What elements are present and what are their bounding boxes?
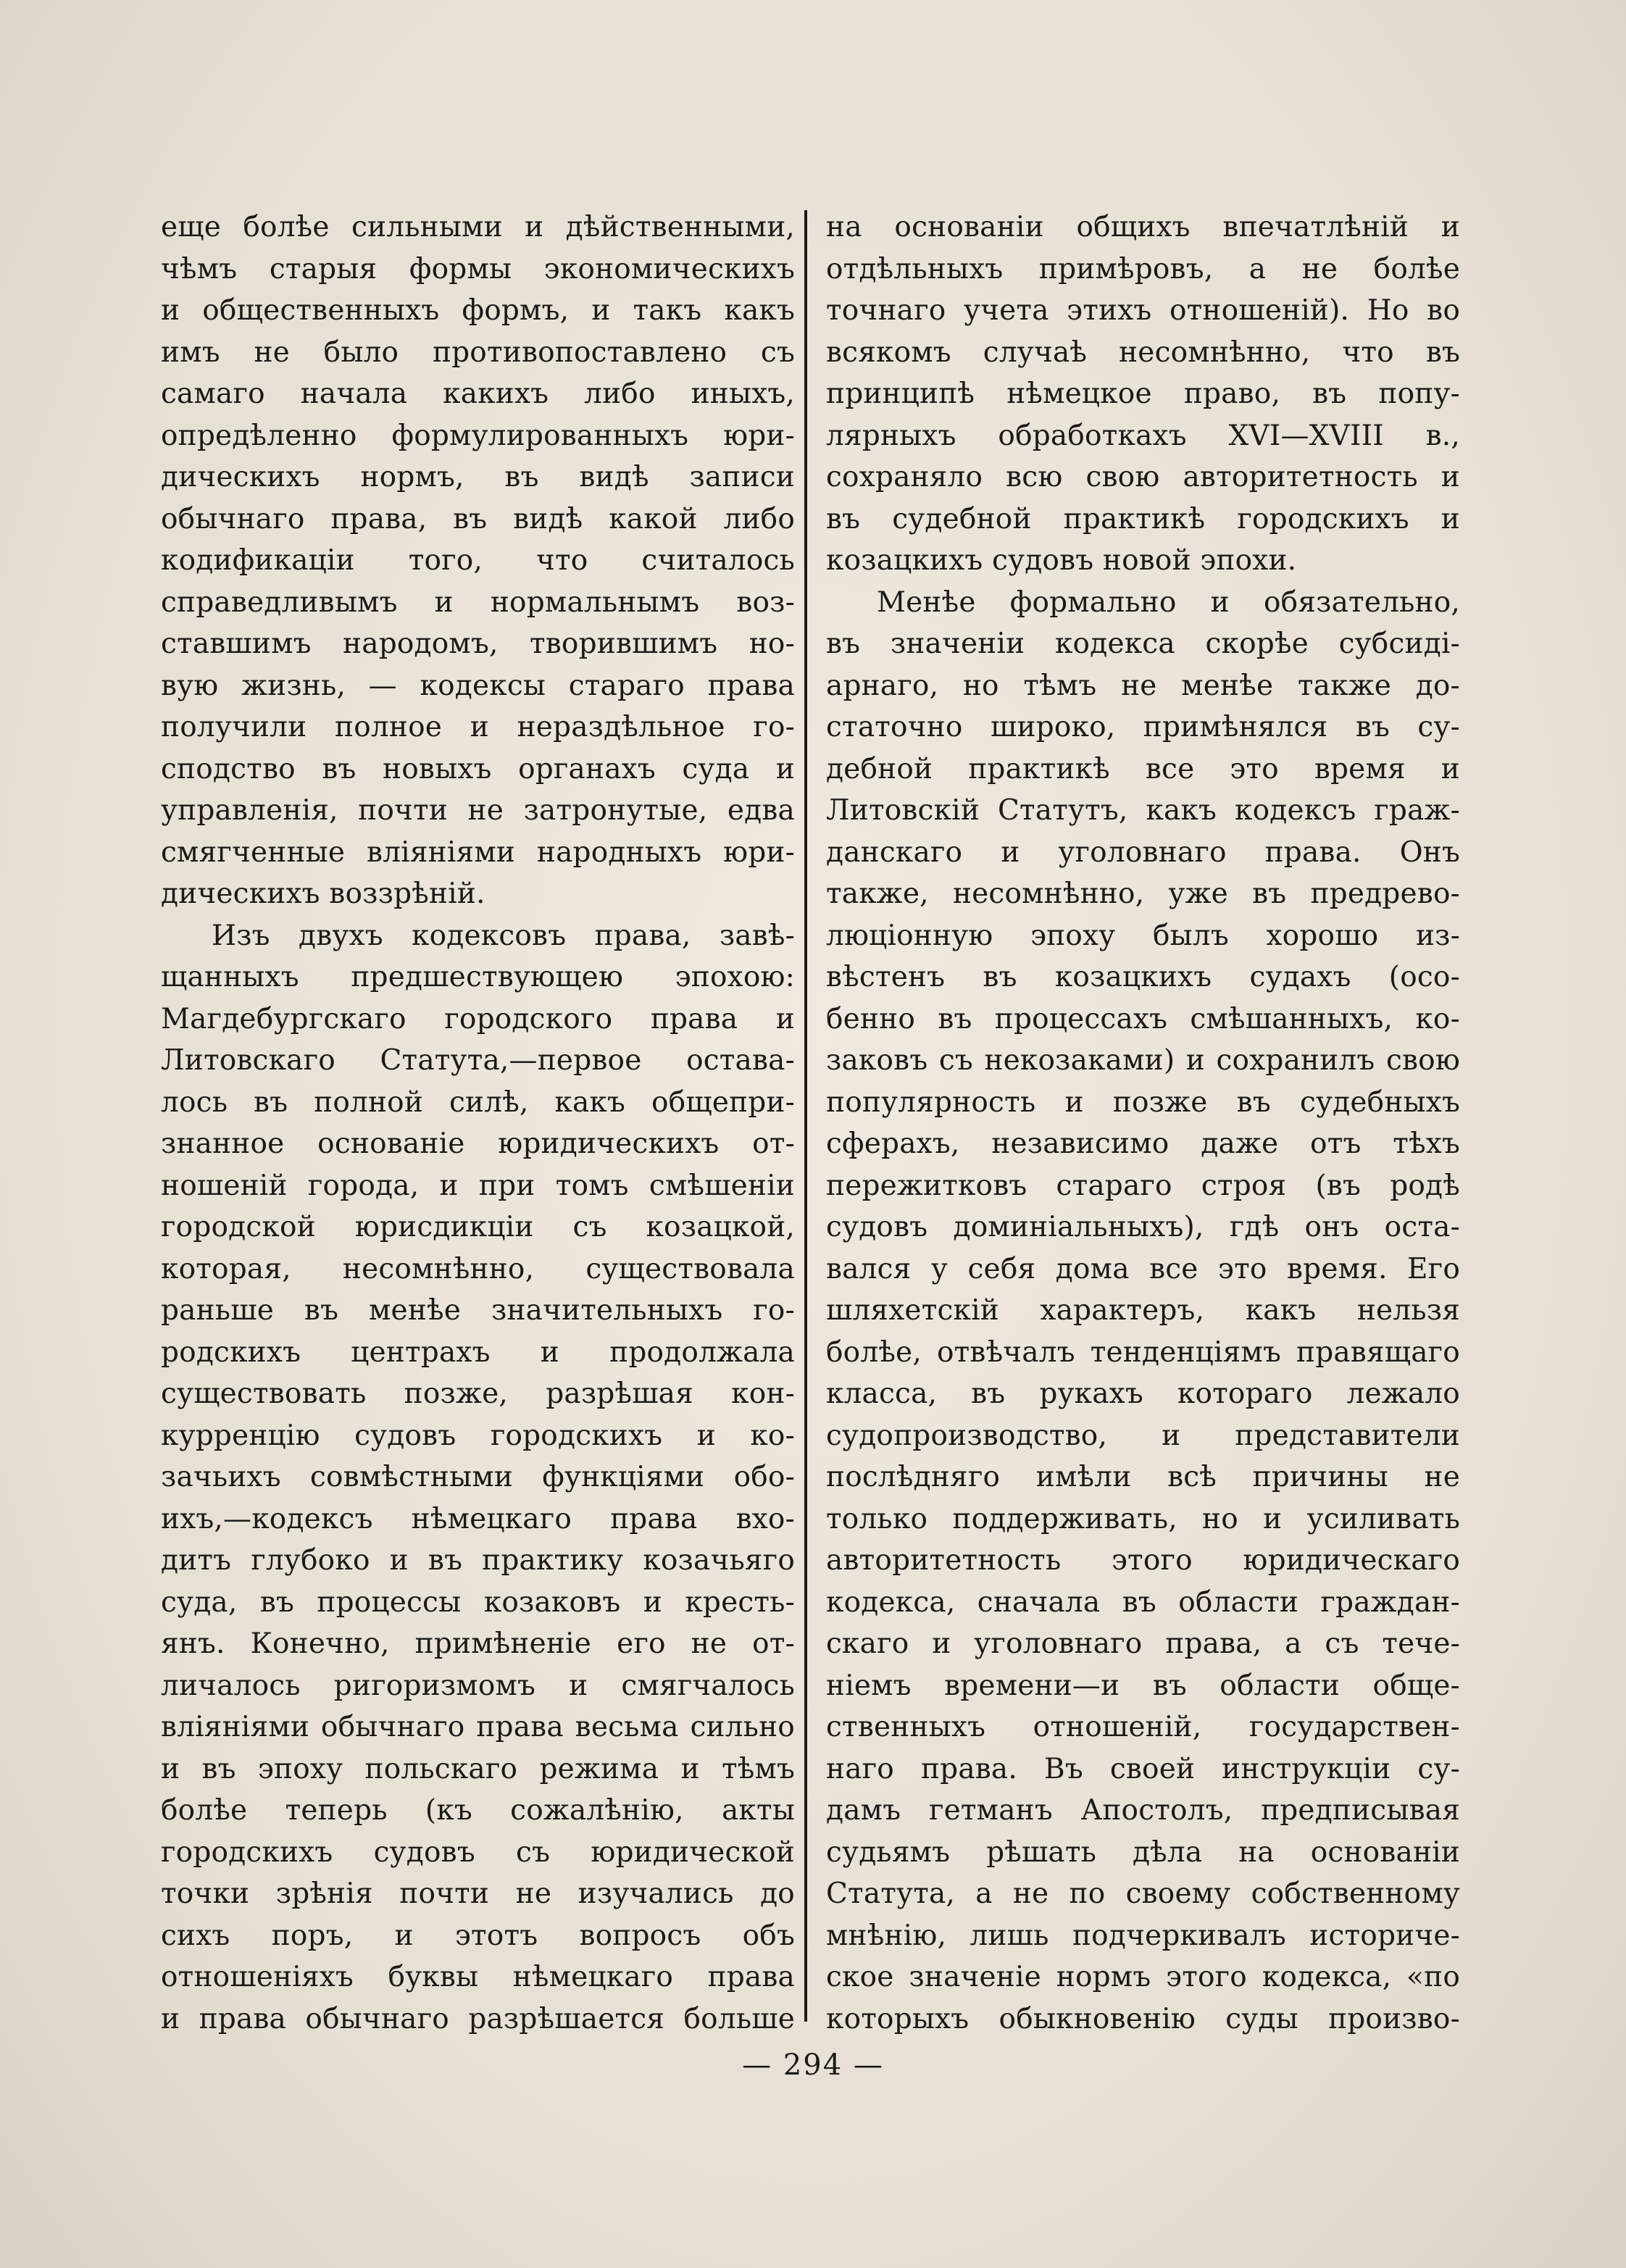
text-line: вался у себя дома все это время. Его (826, 1252, 1460, 1285)
text-line: знанное основаніе юридическихъ от- (161, 1127, 795, 1160)
text-line: и въ эпоху польскаго режима и тѣмъ (161, 1752, 795, 1785)
text-line: отдѣльныхъ примѣровъ, а не болѣе (826, 252, 1460, 285)
text-line: курренцію судовъ городскихъ и ко- (161, 1419, 795, 1452)
text-line: также, несомнѣнно, уже въ предрево- (826, 877, 1460, 910)
text-line: въ судебной практикѣ городскихъ и (826, 502, 1460, 535)
text-line: родскихъ центрахъ и продолжала (161, 1335, 795, 1369)
text-line: городской юрисдикціи съ козацкой, (161, 1211, 795, 1243)
text-line: Статута, а не по своему собственному (826, 1877, 1460, 1910)
text-line: вліяніями обычнаго права весьма сильно (161, 1711, 795, 1743)
text-line: опредѣленно формулированныхъ юри- (161, 419, 795, 452)
text-line: бенно въ процессахъ смѣшанныхъ, ко- (826, 1002, 1460, 1035)
text-line: шляхетскій характеръ, какъ нельзя (826, 1294, 1460, 1327)
text-line: скаго и уголовнаго права, а съ тече- (826, 1627, 1460, 1660)
text-line: точки зрѣнія почти не изучались до (161, 1877, 795, 1910)
text-line: Менѣе формально и обязательно, (877, 585, 1460, 619)
text-line: ніемъ времени—и въ области обще- (826, 1669, 1460, 1702)
text-line: еще болѣе сильными и дѣйственными, (161, 211, 795, 243)
text-line: смягченные вліяніями народныхъ юри- (161, 835, 795, 869)
text-line: сохраняло всю свою авторитетность и (826, 461, 1460, 493)
text-line: чѣмъ старыя формы экономическихъ (161, 252, 795, 285)
text-line: наго права. Въ своей инструкціи су- (826, 1752, 1460, 1785)
text-line: класса, въ рукахъ котораго лежало (826, 1377, 1460, 1410)
text-line: заковъ съ некозаками) и сохранилъ свою (826, 1044, 1460, 1077)
text-line: люціонную эпоху былъ хорошо из- (826, 919, 1460, 952)
text-line: щанныхъ предшествующею эпохою: (161, 961, 795, 993)
text-line: сихъ поръ, и этотъ вопросъ объ (161, 1919, 795, 1952)
text-line: точнаго учета этихъ отношеній). Но во (826, 294, 1460, 327)
text-line: суда, въ процессы козаковъ и кресть- (161, 1585, 795, 1619)
text-line: Литовскаго Статута,—первое остава- (161, 1044, 795, 1077)
text-line: судьямъ рѣшать дѣла на основаніи (826, 1835, 1460, 1869)
text-line: получили полное и нераздѣльное го- (161, 711, 795, 743)
text-line: арнаго, но тѣмъ не менѣе также до- (826, 669, 1460, 702)
text-line: судовъ доминіальныхъ), гдѣ онъ оста- (826, 1211, 1460, 1243)
text-line: статочно широко, примѣнялся въ су- (826, 711, 1460, 743)
text-line: дамъ гетманъ Апостолъ, предписывая (826, 1794, 1460, 1827)
text-line: на основаніи общихъ впечатлѣній и (826, 211, 1460, 243)
text-line: личалось ригоризмомъ и смягчалось (161, 1669, 795, 1702)
right-text-column (826, 207, 1460, 2040)
text-line: принципѣ нѣмецкое право, въ попу- (826, 378, 1460, 410)
text-line: популярность и позже въ судебныхъ (826, 1085, 1460, 1119)
text-line: пережитковъ стараго строя (въ родѣ (826, 1169, 1460, 1202)
text-line: Литовскій Статутъ, какъ кодексъ граж- (826, 794, 1460, 827)
text-line: самаго начала какихъ либо иныхъ, (161, 378, 795, 410)
text-line: дебной практикѣ все это время и (826, 752, 1460, 785)
page-number: — 294 — (742, 2048, 884, 2082)
text-line: управленія, почти не затронутые, едва (161, 794, 795, 827)
left-text-column (161, 207, 795, 2040)
text-line: вѣстенъ въ козацкихъ судахъ (осо- (826, 961, 1460, 993)
text-line: болѣе, отвѣчалъ тенденціямъ правящаго (826, 1335, 1460, 1369)
text-line: лярныхъ обработкахъ XVI—XVIII в., (826, 419, 1460, 452)
text-line: Изъ двухъ кодексовъ права, завѣ- (212, 919, 795, 952)
text-line: зачьихъ совмѣстными функціями обо- (161, 1461, 795, 1493)
text-line: сферахъ, независимо даже отъ тѣхъ (826, 1127, 1460, 1160)
column-divider (804, 210, 807, 2022)
text-line: ставшимъ народомъ, творившимъ но- (161, 628, 795, 660)
text-line: кодекса, сначала въ области граждан- (826, 1585, 1460, 1619)
text-line: судопроизводство, и представители (826, 1419, 1460, 1452)
text-line: которыхъ обыкновенію суды произво- (826, 2002, 1460, 2035)
text-line: ственныхъ отношеній, государствен- (826, 1711, 1460, 1743)
text-line: ское значеніе нормъ этого кодекса, «по (826, 1961, 1460, 1993)
text-line: послѣдняго имѣли всѣ причины не (826, 1461, 1460, 1493)
text-line: болѣе теперь (къ сожалѣнію, акты (161, 1794, 795, 1827)
text-line: ношеній города, и при томъ смѣшеніи (161, 1169, 795, 1202)
text-line: въ значеніи кодекса скорѣе субсидi- (826, 628, 1460, 660)
text-line: дитъ глубоко и въ практику козачьяго (161, 1544, 795, 1577)
text-line: дическихъ нормъ, въ видѣ записи (161, 461, 795, 493)
text-line: и права обычнаго разрѣшается больше (161, 2002, 795, 2035)
text-line: только поддерживать, но и усиливать (826, 1502, 1460, 1535)
text-line: кодификацiи того, что считалось (161, 544, 795, 577)
text-line: козацкихъ судовъ новой эпохи. (826, 544, 1297, 577)
text-line: лось въ полной силѣ, какъ общепри- (161, 1085, 795, 1119)
text-line: городскихъ судовъ съ юридической (161, 1835, 795, 1869)
text-line: имъ не было противопоставлено съ (161, 335, 795, 369)
text-line: которая, несомнѣнно, существовала (161, 1252, 795, 1285)
text-line: обычнаго права, въ видѣ какой либо (161, 502, 795, 535)
text-line: вую жизнь, — кодексы стараго права (161, 669, 795, 702)
text-line: раньше въ менѣе значительныхъ го- (161, 1294, 795, 1327)
text-line: существовать позже, разрѣшая кон- (161, 1377, 795, 1410)
text-line: всякомъ случаѣ несомнѣнно, что въ (826, 335, 1460, 369)
text-line: мнѣнію, лишь подчеркивалъ историче- (826, 1919, 1460, 1952)
text-line: сподство въ новыхъ органахъ суда и (161, 752, 795, 785)
text-line: Магдебургскаго городского права и (161, 1002, 795, 1035)
text-line: ихъ,—кодексъ нѣмецкаго права вхо- (161, 1502, 795, 1535)
text-line: данскаго и уголовнаго права. Онъ (826, 835, 1460, 869)
text-line: справедливымъ и нормальнымъ воз- (161, 585, 795, 619)
text-line: и общественныхъ формъ, и такъ какъ (161, 294, 795, 327)
text-line: отношеніяхъ буквы нѣмецкаго права (161, 1961, 795, 1993)
text-line: авторитетность этого юридическаго (826, 1544, 1460, 1577)
text-line: янъ. Конечно, примѣненіе его не от- (161, 1627, 795, 1660)
text-line: дическихъ воззрѣній. (161, 877, 485, 910)
